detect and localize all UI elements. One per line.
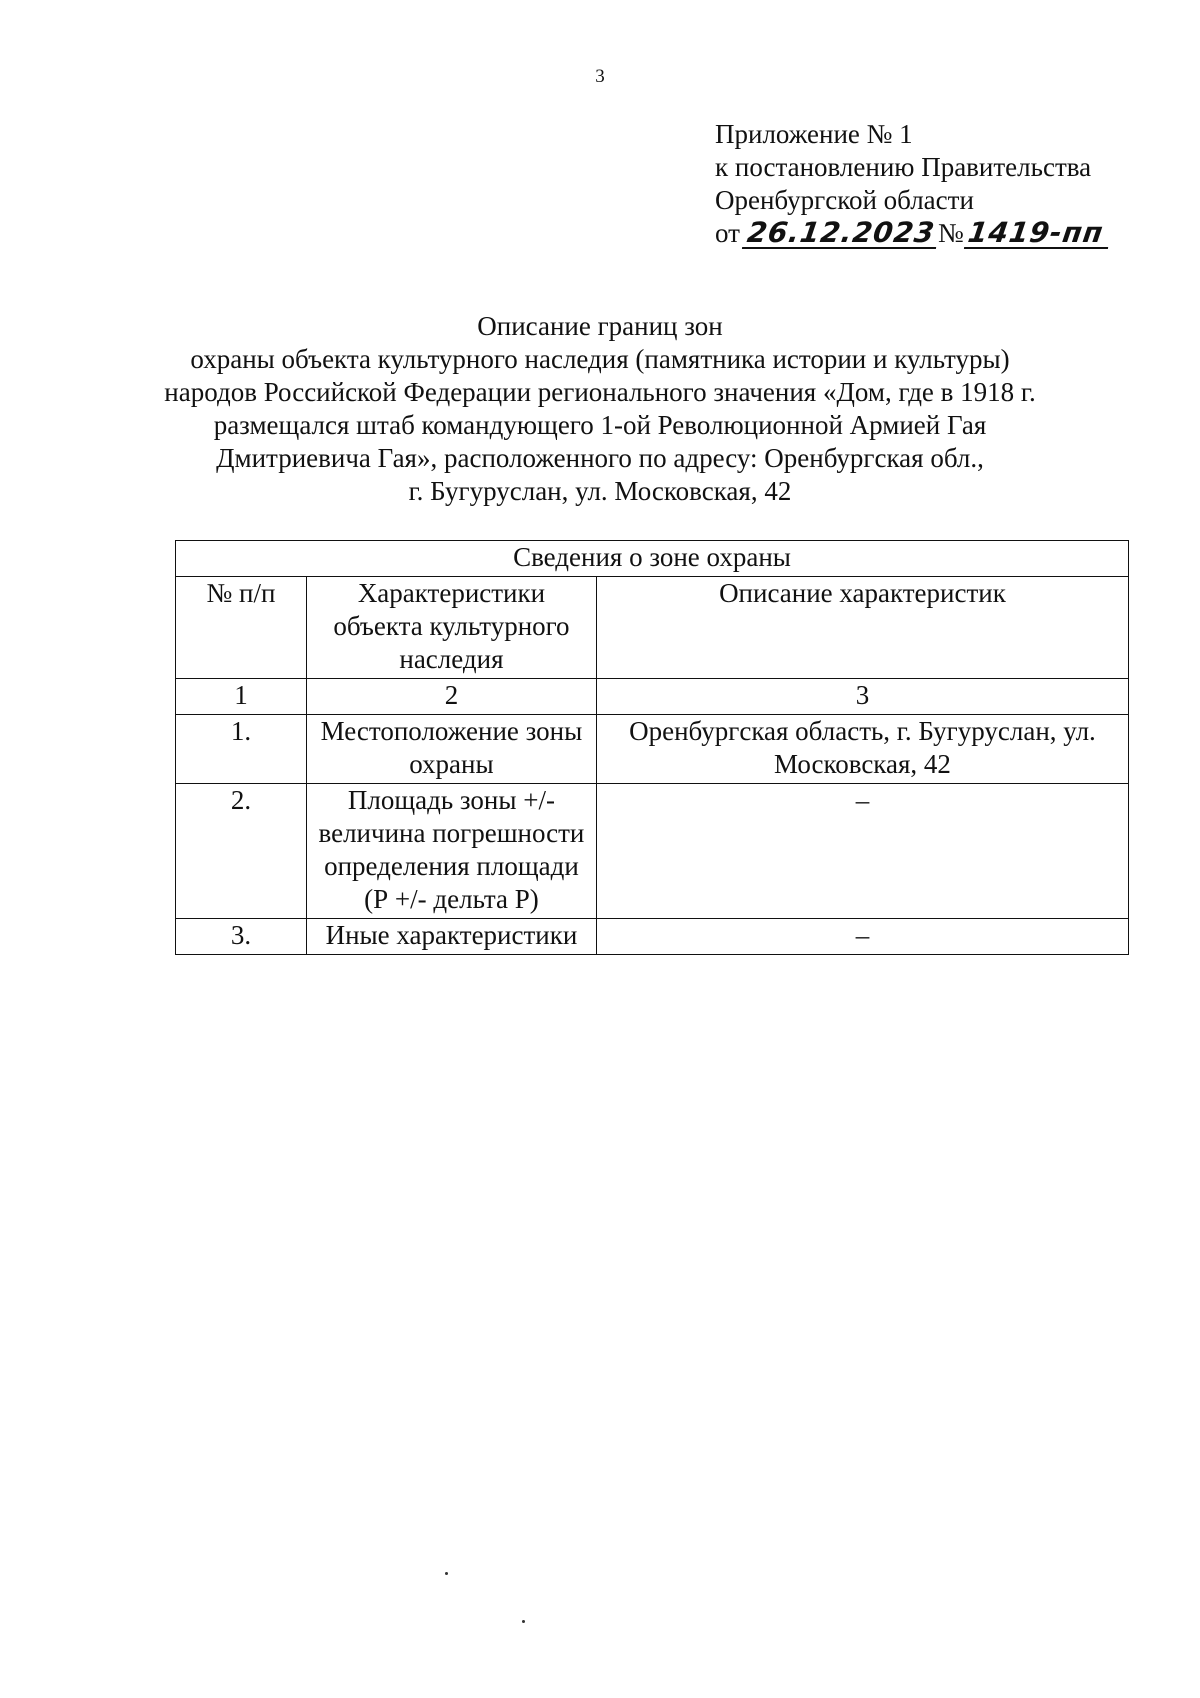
page-number: 3 bbox=[595, 66, 605, 87]
appendix-line-2: к постановлению Правительства bbox=[715, 152, 1092, 182]
title-line-3: народов Российской Федерации регионального значения «Дом, где в 1918 г. bbox=[164, 377, 1036, 407]
row-num: 3. bbox=[176, 919, 307, 955]
row-characteristic: Иные характеристики bbox=[306, 919, 596, 955]
appendix-line-1: Приложение № 1 bbox=[715, 119, 913, 149]
row-characteristic: Площадь зоны +/- величина погрешности определения площади (Р +/- дельта Р) bbox=[306, 784, 596, 919]
row-num: 1. bbox=[176, 715, 307, 784]
table-header-row bbox=[176, 577, 1129, 679]
row-characteristic: Местоположение зоны охраны bbox=[306, 715, 596, 784]
table-row bbox=[176, 715, 1129, 784]
number-prefix: № bbox=[937, 218, 964, 248]
header-num: № п/п bbox=[176, 577, 307, 679]
zone-info-table bbox=[175, 540, 1129, 955]
row-description: Оренбургская область, г. Бугуруслан, ул. Московская, 42 bbox=[596, 715, 1128, 784]
column-number: 2 bbox=[306, 679, 596, 715]
title-line-1: Описание границ зон bbox=[477, 311, 723, 341]
title-line-2: охраны объекта культурного наследия (памятника истории и культуры) bbox=[190, 344, 1010, 374]
date-prefix: от bbox=[715, 218, 740, 248]
appendix-date-line bbox=[715, 217, 1110, 250]
handwritten-number: 1419-пп bbox=[964, 219, 1112, 249]
row-description: – bbox=[596, 919, 1128, 955]
column-number-row bbox=[176, 679, 1129, 715]
table-row bbox=[176, 784, 1129, 919]
table-caption-row bbox=[176, 541, 1129, 577]
document-title bbox=[150, 310, 1050, 508]
column-number: 3 bbox=[596, 679, 1128, 715]
row-num: 2. bbox=[176, 784, 307, 919]
title-line-5: Дмитриевича Гая», расположенного по адресу: Оренбургская обл., bbox=[216, 443, 984, 473]
header-description: Описание характеристик bbox=[596, 577, 1128, 679]
row-description: – bbox=[596, 784, 1128, 919]
appendix-block bbox=[715, 118, 1110, 250]
handwritten-date: 26.12.2023 bbox=[742, 219, 940, 249]
column-number: 1 bbox=[176, 679, 307, 715]
appendix-line-3: Оренбургской области bbox=[715, 185, 974, 215]
header-characteristic: Характеристики объекта культурного наследия bbox=[306, 577, 596, 679]
table-row bbox=[176, 919, 1129, 955]
table-caption: Сведения о зоне охраны bbox=[176, 541, 1129, 577]
scan-speck bbox=[522, 1620, 525, 1623]
title-line-4: размещался штаб командующего 1-ой Революционной Армией Гая bbox=[213, 410, 987, 440]
scan-speck bbox=[445, 1572, 448, 1575]
title-line-6: г. Бугуруслан, ул. Московская, 42 bbox=[408, 476, 792, 506]
